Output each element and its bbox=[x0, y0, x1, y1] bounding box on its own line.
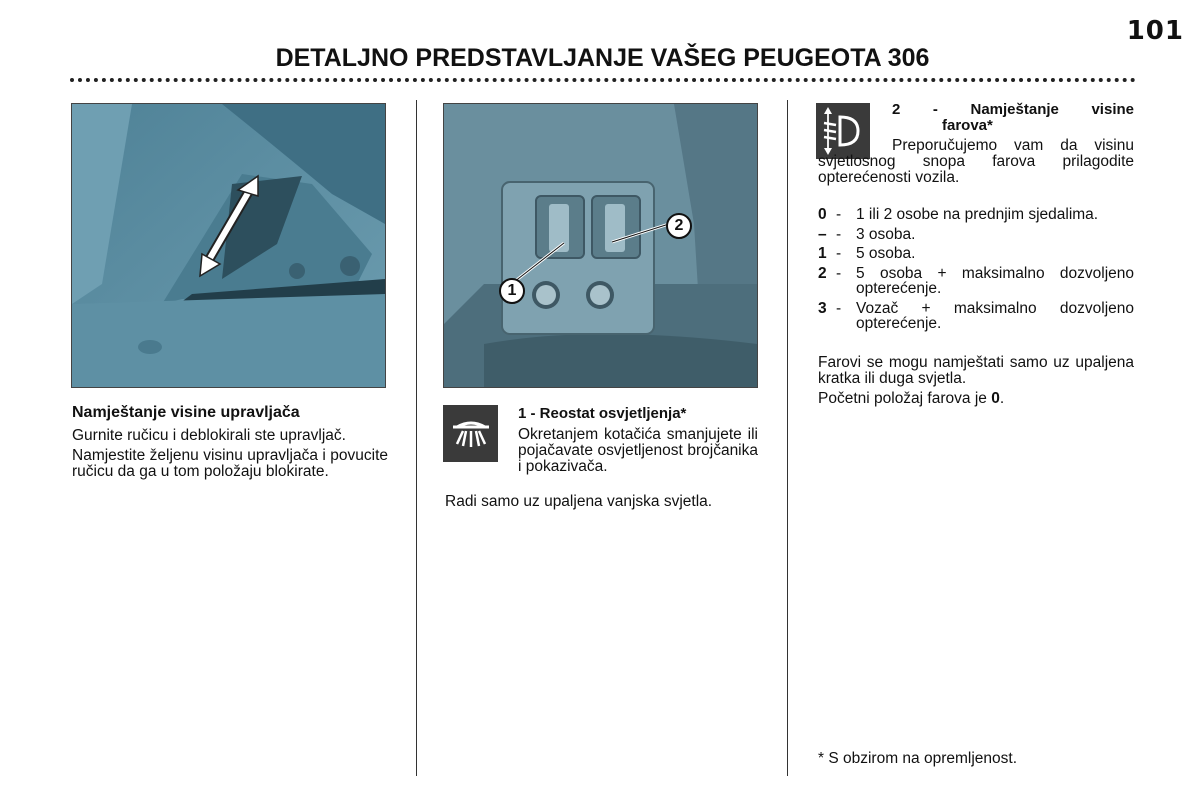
note-prefix: Početni položaj farova je bbox=[818, 390, 992, 407]
rheostat-paragraph: Okretanjem kotačića smanjujete ili pojačavate osvjetljenost brojčanika i pokazivača. bbox=[518, 426, 758, 475]
callout-2: 2 bbox=[666, 213, 692, 239]
steering-paragraph: Gurnite ručicu i deblokirali ste upravljač. bbox=[72, 427, 346, 444]
rheostat-text bbox=[518, 427, 758, 479]
setting-text: 1 ili 2 osobe na prednjim sjedalima. bbox=[856, 206, 1099, 223]
rheostat-heading: 1 - Reostat osvjetljenja* bbox=[518, 405, 687, 422]
steering-text bbox=[72, 428, 388, 484]
dashboard-controls-photo bbox=[443, 103, 758, 388]
setting-key: 1 bbox=[818, 245, 827, 262]
setting-key: 3 bbox=[818, 299, 827, 317]
setting-dash: - bbox=[836, 264, 842, 282]
setting-dash: - bbox=[836, 299, 842, 317]
headlamp-heading-line2: farova* bbox=[942, 117, 993, 134]
page-number: 101 bbox=[1126, 16, 1184, 46]
callout-1: 1 bbox=[499, 278, 525, 304]
list-item bbox=[818, 266, 1134, 297]
headlamp-heading-line1: 2 - Namještanje visine bbox=[892, 101, 1134, 118]
headlamp-intro-text: Preporučujemo vam da visinu svjetlosnog snopa farova prilagodite opterećenosti vozila. bbox=[818, 137, 1134, 186]
list-item bbox=[818, 227, 1134, 243]
list-item bbox=[818, 246, 1134, 262]
setting-dash: - bbox=[836, 245, 842, 262]
headlamp-intro bbox=[818, 138, 1134, 190]
dotted-separator bbox=[70, 78, 1136, 82]
dashboard-illumination-icon bbox=[443, 405, 498, 462]
page-title: DETALJNO PREDSTAVLJANJE VAŠEG PEUGEOTA 306 bbox=[275, 44, 930, 72]
headlamp-initial-position bbox=[818, 391, 1134, 407]
setting-dash: - bbox=[836, 206, 842, 223]
list-item bbox=[818, 207, 1134, 223]
column-divider-1 bbox=[416, 100, 417, 776]
setting-text: Vozač + maksimalno dozvoljeno opterećenje. bbox=[856, 299, 1134, 332]
rheostat-text-2 bbox=[445, 494, 758, 514]
headlamp-heading bbox=[892, 102, 1134, 134]
setting-key: 0 bbox=[818, 206, 827, 223]
headlamp-notes bbox=[818, 355, 1134, 411]
setting-dash: - bbox=[836, 225, 842, 243]
footnote: * S obzirom na opremljenost. bbox=[818, 750, 1018, 767]
column-divider-2 bbox=[787, 100, 788, 776]
steering-paragraph: Namjestite željenu visinu upravljača i povucite ručicu da ga u tom položaju blokirate. bbox=[72, 447, 388, 480]
note-value: 0 bbox=[991, 390, 1000, 407]
rheostat-paragraph: Radi samo uz upaljena vanjska svjetla. bbox=[445, 493, 713, 510]
steering-lever-photo bbox=[71, 103, 386, 388]
setting-key: 2 bbox=[818, 264, 827, 282]
load-settings-list bbox=[818, 207, 1134, 336]
note-suffix: . bbox=[999, 390, 1005, 407]
setting-text: 5 osoba. bbox=[856, 245, 916, 262]
setting-key: – bbox=[818, 225, 827, 243]
headlamp-note: Farovi se mogu namještati samo uz upaljena kratka ili duga svjetla. bbox=[818, 354, 1134, 387]
steering-heading: Namještanje visine upravljača bbox=[72, 404, 300, 421]
list-item bbox=[818, 301, 1134, 332]
setting-text: 3 osoba. bbox=[856, 225, 916, 243]
setting-text: 5 osoba + maksimalno dozvoljeno opterećenje. bbox=[856, 264, 1134, 297]
